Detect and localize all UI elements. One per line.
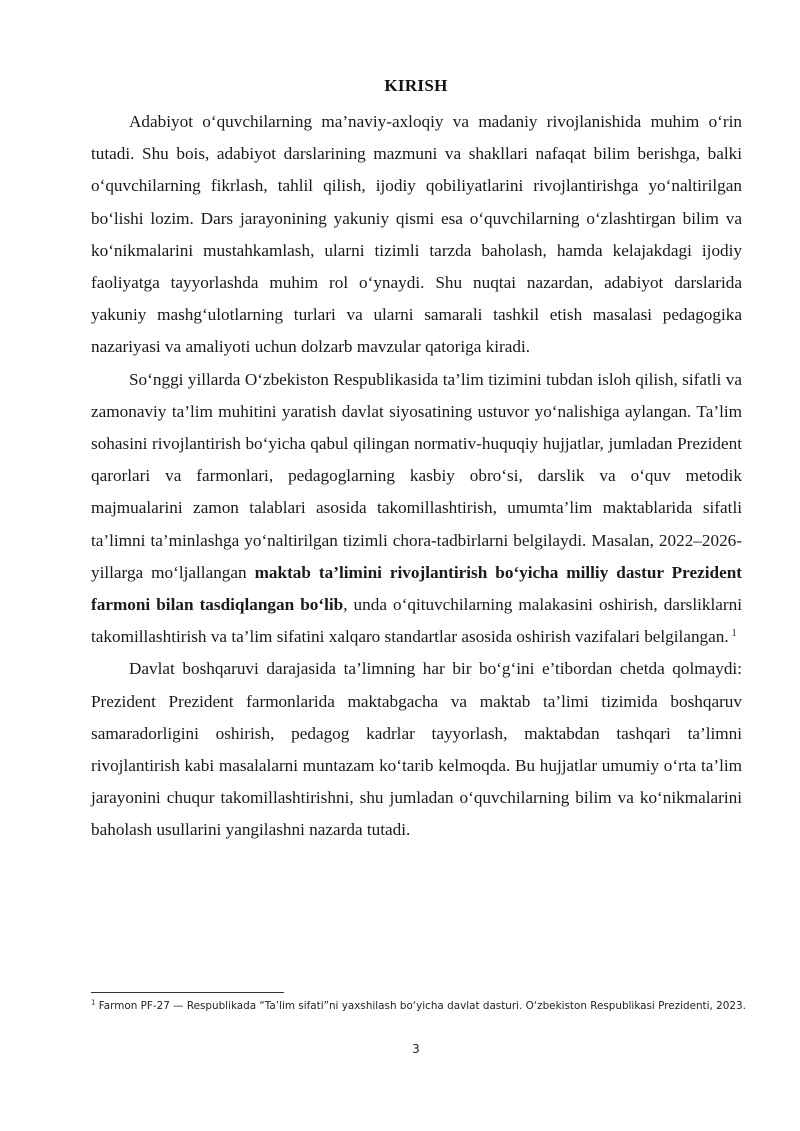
paragraph-2-text-before: So‘nggi yillarda O‘zbekiston Respublikasida ta’lim tizimini tubdan isloh qilish, sifatli va zamonaviy ta’lim muhitini yaratish davlat siyosatining ustuvor yo‘nalishiga aylangan. Ta’lim sohasini rivojlantirish bo‘yicha qabul qilingan normativ-huquqiy hujjatlar, jumladan Prezident qarorlari va farmonlari, pedagoglarning kasbiy obro‘si, darslik va o‘quv metodik majmualarini zamon talablari asosida takomillashtirish, umumta’lim maktablarida sifatli ta’limni ta’minlashga yo‘naltirilgan tizimli chora-tadbirlarni belgilaydi. Masalan, 2022–2026-yillarga mo‘ljallangan (91, 369, 742, 582)
body-text (91, 106, 742, 847)
paragraph-2-bold-text: maktab ta’limini rivojlantirish bo‘yicha milliy dastur Prezident farmoni bilan tasdiqlangan bo‘lib (91, 562, 742, 615)
footnote-number: 1 (91, 998, 96, 1007)
page-number: 3 (412, 1042, 420, 1056)
section-heading: KIRISH (384, 76, 448, 95)
paragraph-3: Davlat boshqaruvi darajasida ta’limning har bir bo‘g‘ini e’tibordan chetda qolmaydi: Prezident Prezident farmonlarida maktabgacha va maktab ta’limi tizimida boshqaruv samaradorligini oshirish, pedagog kadrlar tayyorlash, maktabdan tashqari ta’limni rivojlantirish kabi masalalarni muntazam ko‘tarib kelmoqda. Bu hujjatlar umumiy o‘rta ta’lim jarayonini chuqur takomillashtirishni, shu jumladan o‘quvchilarning bilim va ko‘nikmalarini baholash usullarini yangilashni nazarda tutadi. (91, 659, 742, 840)
footnote-reference[interactable]: 1 (731, 627, 737, 639)
footnote (91, 998, 746, 1014)
footnote-text: Farmon PF-27 — Respublikada “Ta’lim sifati”ni yaxshilash bo‘yicha davlat dasturi. O‘zbekiston Respublikasi Prezidenti, 2023. (98, 1000, 746, 1012)
paragraph-2-text-after: , unda o‘qituvchilarning malakasini oshirish, darsliklarni takomillashtirish va ta’lim sifatini xalqaro standartlar asosida oshirish vazifalari belgilangan. (91, 595, 743, 647)
footnote-separator (91, 992, 284, 993)
paragraph-1: Adabiyot o‘quvchilarning ma’naviy-axloqiy va madaniy rivojlanishida muhim o‘rin tutadi. Shu bois, adabiyot darslarining mazmuni va shakllari nafaqat bilim berishga, balki o‘quvchilarning fikrlash, tahlil qilish, ijodiy qobiliyatlarini rivojlantirishga yo‘naltirilgan bo‘lishi lozim. Dars jarayonining yakuniy qismi esa o‘quvchilarning o‘zlashtirgan bilim va ko‘nikmalarini mustahkamlash, ularni tizimli tarzda baholash, hamda kelajakdagi ijodiy faoliyatga tayyorlashda muhim rol o‘ynaydi. Shu nuqtai nazardan, adabiyot darslarida yakuniy mashg‘ulotlarning turlari va ularni samarali tashkil etish masalasi pedagogika nazariyasi va amaliyoti uchun dolzarb mavzular qatoriga kiradi. (91, 112, 742, 357)
paragraph-2 (91, 364, 742, 654)
